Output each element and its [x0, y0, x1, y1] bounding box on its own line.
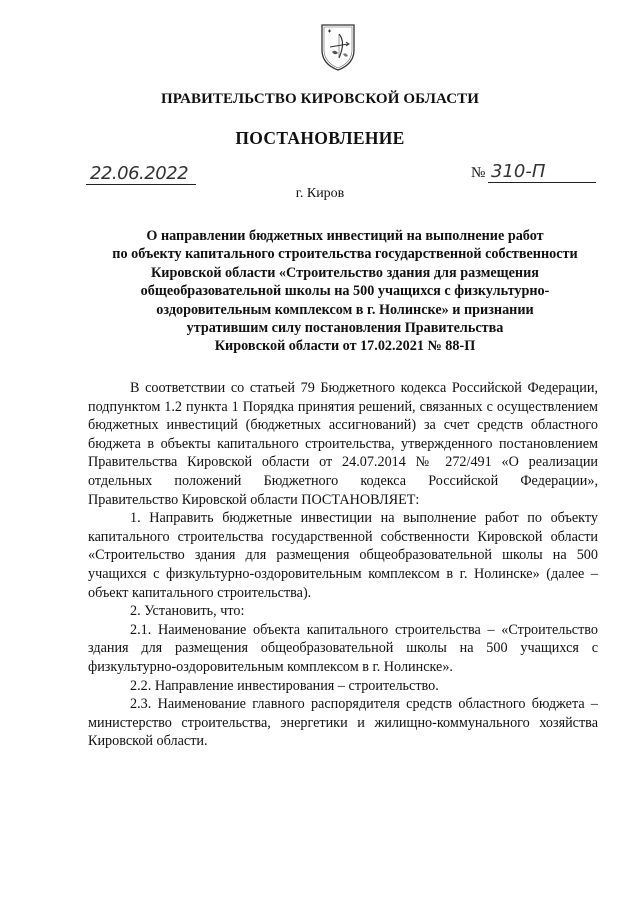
- number-underline: [488, 182, 596, 183]
- item-1-paragraph: 1. Направить бюджетные инвестиции на выполнение работ по объекту капитального строительства государственной собственности Кировской области «Строительство здания для размещения общеобразовательной школы на 500 учащихся с физкультурно-оздоровительным комплексом в г. Нолинске» (далее – объект капитального строительства).: [88, 510, 598, 601]
- subject-line: общеобразовательной школы на 500 учащихся с физкультурно-: [140, 283, 550, 300]
- decree-subject: [80, 227, 610, 356]
- subject-line: Кировской области «Строительство здания для размещения: [151, 264, 539, 281]
- item-2-paragraph: 2. Установить, что:: [130, 603, 245, 620]
- subject-line: О направлении бюджетных инвестиций на выполнение работ: [146, 228, 544, 244]
- document-type: ПОСТАНОВЛЕНИЕ: [235, 128, 405, 148]
- subject-line: по объекту капитального строительства государственной собственности: [112, 246, 578, 263]
- subject-line: утратившим силу постановления Правительства: [186, 320, 504, 337]
- preamble-paragraph: В соответствии со статьей 79 Бюджетного кодекса Российской Федерации, подпунктом 1.2 пункта 1 Порядка принятия решений, связанных с осуществлением бюджетных инвестиций (бюджетных ассигнований) за счет средств областного бюджета в объекты капитального строительства, утвержденного постановлением Правительства Кировской области от 24.07.2014 № 272/491 «О реализации отдельных положений Бюджетного кодекса Российской Федерации», Правительство Кировской области ПОСТАНОВЛЯЕТ:: [88, 380, 598, 508]
- decree-body: [88, 379, 598, 751]
- decree-number: 310-П: [491, 161, 546, 182]
- government-title: ПРАВИТЕЛЬСТВО КИРОВСКОЙ ОБЛАСТИ: [161, 91, 479, 107]
- item-2-2-paragraph: 2.2. Направление инвестирования – строительство.: [130, 677, 439, 694]
- subject-line: Кировской области от 17.02.2021 № 88-П: [214, 338, 476, 355]
- decree-date: 22.06.2022: [90, 163, 189, 184]
- date-underline: [86, 184, 196, 185]
- number-label: №: [471, 165, 486, 181]
- item-2-1-paragraph: 2.1. Наименование объекта капитального строительства – «Строительство здания для размещения общеобразовательной школы на 500 учащихся с физкультурно-оздоровительным комплексом в г. Нолинске».: [88, 621, 598, 675]
- item-2-3-paragraph: 2.3. Наименование главного распорядителя средств областного бюджета – министерство строительства, энергетики и жилищно-коммунального хозяйства Кировской области.: [88, 696, 598, 750]
- subject-line: оздоровительным комплексом в г. Нолинске» и признании: [156, 301, 534, 318]
- coat-of-arms-icon: [318, 22, 358, 72]
- city: г. Киров: [295, 186, 345, 201]
